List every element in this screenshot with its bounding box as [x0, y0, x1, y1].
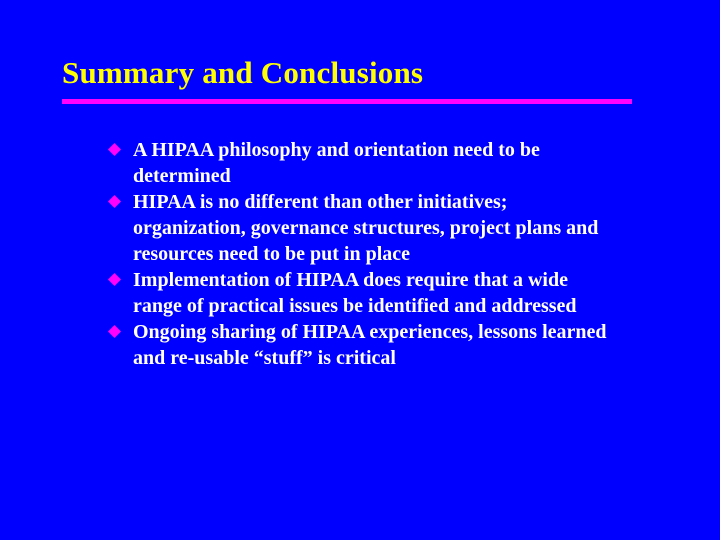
- bullet-item: [108, 189, 608, 267]
- bullet-list: [108, 137, 608, 371]
- bullet-item: [108, 319, 608, 371]
- bullet-text: Ongoing sharing of HIPAA experiences, lessons learned and re-usable “stuff” is critical: [133, 321, 607, 369]
- diamond-bullet-icon: [108, 143, 121, 156]
- diamond-bullet-icon: [108, 195, 121, 208]
- diamond-bullet-icon: [108, 325, 121, 338]
- bullet-text: Implementation of HIPAA does require that a wide range of practical issues be identified and addressed: [133, 269, 577, 317]
- bullet-item: [108, 267, 608, 319]
- bullet-item: [108, 137, 608, 189]
- bullet-text: A HIPAA philosophy and orientation need to be determined: [133, 139, 540, 187]
- title-divider: [62, 99, 632, 104]
- bullet-text: HIPAA is no different than other initiatives; organization, governance structures, project plans and resources need to be put in place: [133, 191, 599, 265]
- slide-title: Summary and Conclusions: [62, 55, 424, 90]
- diamond-bullet-icon: [108, 273, 121, 286]
